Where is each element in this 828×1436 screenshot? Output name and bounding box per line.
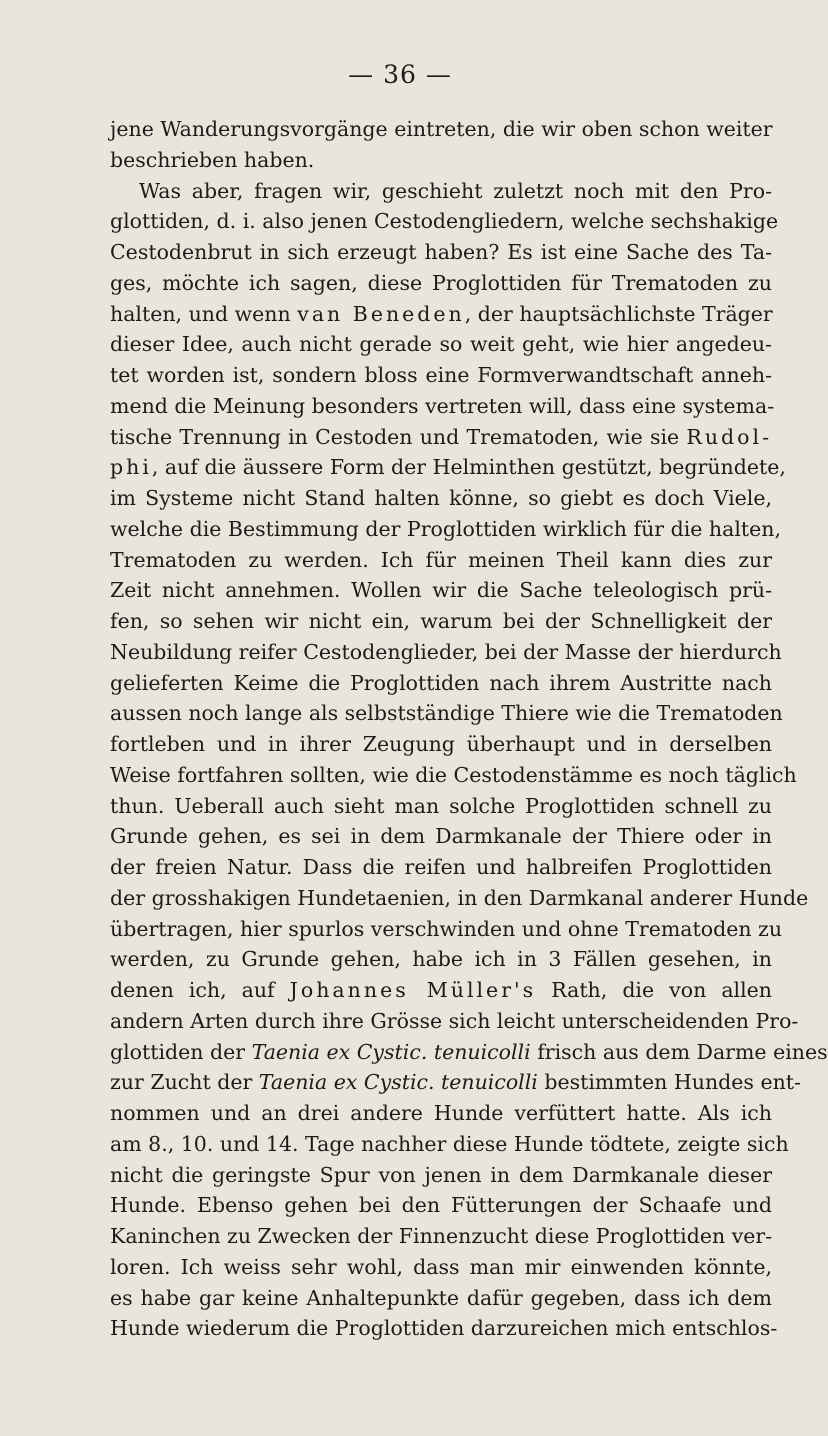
text-line [110,545,772,576]
text-segment: es habe gar keine Anhaltepunkte dafür gegeben, dass ich dem [110,1285,772,1310]
page-number: — 36 — [348,60,452,89]
text-segment: fen, so sehen wir nicht ein, warum bei der Schnelligkeit der [110,609,772,633]
text-segment: aussen noch lange als selbstständige Thiere wie die Trematoden [110,701,783,726]
text-line [110,360,772,391]
text-line [110,821,772,852]
text-segment: tische Trennung in Cestoden und Trematoden, wie sie [110,424,687,449]
text-segment: glottiden, d. i. also jenen Cestodengliedern, welche sechshakige [110,209,779,234]
text-segment: nommen und an drei andere Hunde verfüttert hatte. Als ich [110,1101,772,1125]
text-segment: jene Wanderungsvorgänge eintreten, die wir oben schon weiter [110,117,773,141]
text-segment: gelieferten Keime die Proglottiden nach ihrem Austritte nach [110,670,772,695]
text-segment: Kaninchen zu Zwecken der Finnenzucht diese Proglottiden ver- [110,1224,773,1248]
text-line [110,452,786,483]
text-segment: dieser Idee, auch nicht gerade so weit geht, wie hier angedeu- [110,332,772,357]
text-line [110,791,772,822]
text-segment: halten, und wenn [110,301,298,326]
text-segment: Rath, die von allen [536,978,772,1002]
text-line [110,329,772,360]
text-segment: der freien Natur. Dass die reifen und halbreifen Proglottiden [110,855,772,879]
text-line [110,1037,828,1068]
text-line [110,299,772,330]
text-segment: Neubildung reifer Cestodenglieder, bei der Masse der hierdurch [110,639,782,664]
text-segment: , auf die äussere Form der Helminthen gestützt, begründete, [151,455,786,480]
text-segment: thun. Ueberall auch sieht man solche Proglottiden schnell zu [110,793,772,818]
text-segment: mend die Meinung besonders vertreten will, dass eine systema- [110,393,775,418]
text-segment: beschrieben haben. [110,147,315,172]
text-segment: frisch aus dem Darme eines [530,1039,828,1064]
text-line [110,760,797,791]
text-line [110,1252,772,1283]
text-segment: loren. Ich weiss sehr wohl, dass man mir einwenden könnte, [110,1254,772,1279]
text-line [110,237,772,268]
text-line [110,114,772,145]
text-line [110,206,779,237]
text-line [110,914,783,945]
text-line [110,1190,772,1221]
text-line [110,422,772,453]
text-line [110,1160,772,1191]
text-line [110,391,775,422]
text-segment: andern Arten durch ihre Grösse sich leicht unterscheidenden Pro- [110,1008,799,1033]
spaced-name: Rudol- [686,424,772,449]
text-segment: werden, zu Grunde gehen, habe ich in 3 Fällen gesehen, in [110,947,772,972]
text-segment: welche die Bestimmung der Proglottiden wirklich für die halten, [110,516,782,541]
text-line [110,852,772,883]
text-segment: Hunde wiederum die Proglottiden darzureichen mich entschlos- [110,1316,778,1341]
text-segment: im Systeme nicht Stand halten könne, so giebt es doch Viele, [110,486,772,510]
text-segment: Cestodenbrut in sich erzeugt haben? Es ist eine Sache des Ta- [110,240,772,264]
text-line [110,1006,799,1037]
spaced-name: van Beneden [297,301,465,326]
text-segment: Weise fortfahren sollten, wie die Cestodenstämme es noch täglich [110,762,797,787]
text-segment: Trematoden zu werden. Ich für meinen Theil kann dies zur [110,547,772,572]
text-segment: bestimmten Hundes ent- [537,1070,801,1095]
text-segment: nicht die geringste Spur von jenen in dem Darmkanale dieser [110,1162,772,1187]
text-segment: zur Zucht der [110,1070,259,1095]
text-segment: denen ich, auf [110,978,290,1002]
text-line [110,575,772,606]
text-line [110,698,783,729]
text-segment: glottiden der [110,1039,252,1064]
text-segment: ges, möchte ich sagen, diese Proglottiden für Trematoden zu [110,270,772,295]
text-segment: übertragen, hier spurlos verschwinden und ohne Trematoden zu [110,916,783,941]
text-line [110,1283,772,1314]
text-segment: , der hauptsächlichste Träger [464,301,773,326]
text-segment: der grosshakigen Hundetaenien, in den Darmkanal anderer Hunde [110,885,809,910]
text-segment: tet worden ist, sondern bloss eine Formverwandtschaft anneh- [110,363,772,387]
text-line [110,637,782,668]
text-line [110,1098,772,1129]
text-segment: fortleben und in ihrer Zeugung überhaupt und in derselben [110,732,772,756]
text-line [110,1313,778,1344]
text-line [110,145,772,176]
italic-term: Taenia ex Cystic. tenuicolli [251,1039,531,1064]
text-line [110,483,772,514]
text-line [110,1129,789,1160]
text-line [110,1067,801,1098]
text-segment: Was aber, fragen wir, geschieht zuletzt noch mit den Pro- [139,178,772,203]
text-line [110,268,772,299]
body-text [110,114,828,1344]
text-segment: am 8., 10. und 14. Tage nachher diese Hunde tödtete, zeigte sich [110,1131,789,1156]
text-line [110,729,772,760]
text-line [110,668,772,699]
text-line [110,606,772,637]
text-segment: Zeit nicht annehmen. Wollen wir die Sache teleologisch prü- [110,578,772,603]
italic-term: Taenia ex Cystic. tenuicolli [258,1070,538,1095]
spaced-name: Johannes Müller's [289,978,537,1002]
text-line [110,176,772,207]
text-line [110,1221,772,1252]
text-line [110,514,782,545]
text-segment: Hunde. Ebenso gehen bei den Fütterungen der Schaafe und [110,1193,772,1218]
text-line [110,975,772,1006]
text-segment: Grunde gehen, es sei in dem Darmkanale der Thiere oder in [110,824,772,849]
text-line [110,944,772,975]
text-line [110,883,809,914]
spaced-name: phi [110,455,152,480]
